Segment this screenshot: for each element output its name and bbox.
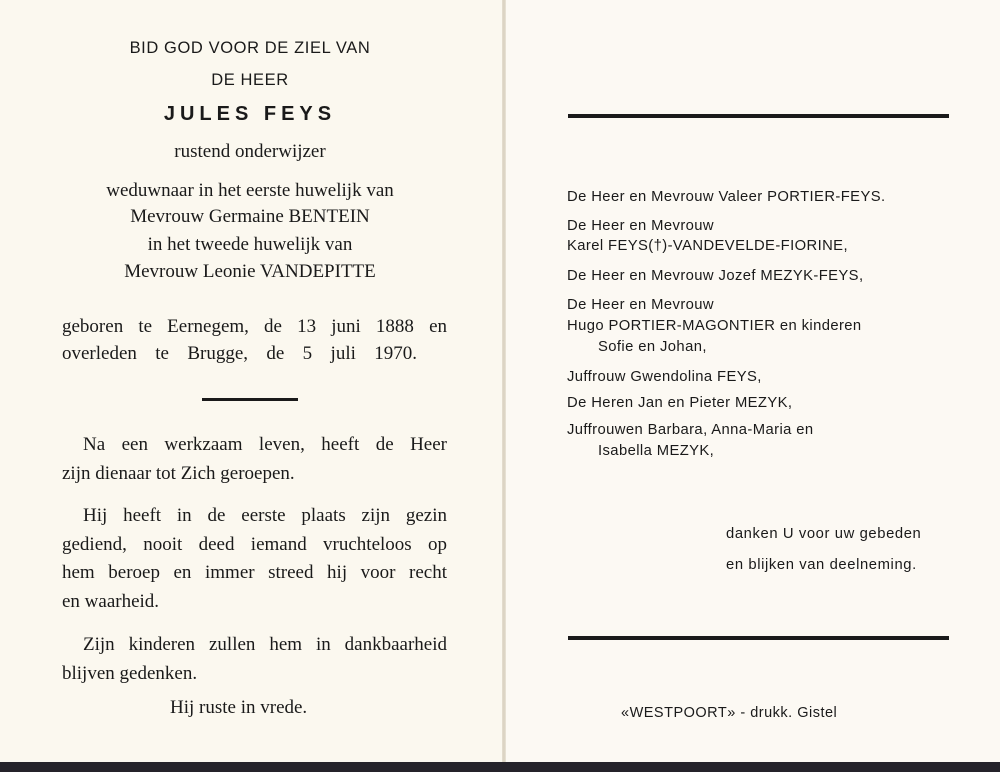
scan-edge [0,762,1000,772]
family-line: Hugo PORTIER-MAGONTIER en kinderen [567,318,862,334]
text-line: Zijn kinderen zullen hem in dankbaarheid [83,634,447,655]
printer-imprint: «WESTPOORT» - drukk. Gistel [621,705,838,721]
family-line: De Heer en Mevrouw [567,297,715,313]
family-line: De Heer en Mevrouw [567,218,715,234]
widower-line: weduwnaar in het eerste huwelijk van [106,180,394,201]
text-line: Hij heeft in de eerste plaats zijn gezin [83,505,447,526]
family-line: Isabella MEZYK, [598,443,715,459]
birth-line: geboren te Eernegem, de 13 juni 1888 en [62,316,447,337]
family-line: Sofie en Johan, [598,339,707,355]
family-line: De Heer en Mevrouw Valeer PORTIER-FEYS. [567,189,886,205]
text-line: Na een werkzaam leven, heeft de Heer [83,434,447,455]
family-line: Karel FEYS(†)-VANDEVELDE-FIORINE, [567,238,848,254]
first-spouse: Mevrouw Germaine BENTEIN [130,206,370,227]
left-page [0,0,502,762]
family-line: De Heer en Mevrouw Jozef MEZYK-FEYS, [567,268,864,284]
text-line: blijven gedenken. [62,662,198,684]
thanks-line: danken U voor uw gebeden [726,526,922,542]
thanks-line: en blijken van deelneming. [726,557,917,573]
top-rule [568,114,949,118]
text-line: hem beroep en immer streed hij voor recht [62,562,447,583]
paragraph-life [62,431,447,488]
text-line: en waarheid. [62,590,160,612]
occupation: rustend onderwijzer [174,141,326,162]
text-line: zijn dienaar tot Zich geroepen. [62,462,295,484]
bottom-rule [568,636,949,640]
text-line: gediend, nooit deed iemand vruchteloos op [62,533,447,555]
title-heading: DE HEER [211,71,289,89]
deceased-name: JULES FEYS [163,103,337,125]
paragraph-children [62,631,447,688]
family-line: Juffrouw Gwendolina FEYS, [567,369,762,385]
family-line: De Heren Jan en Pieter MEZYK, [567,395,793,411]
divider-rule [202,398,298,401]
widower-line: in het tweede huwelijk van [147,234,353,255]
prayer-heading: BID GOD VOOR DE ZIEL VAN [129,39,371,57]
death-line: overleden te Brugge, de 5 juli 1970. [62,343,417,364]
second-spouse: Mevrouw Leonie VANDEPITTE [124,261,376,282]
closing-line: Hij ruste in vrede. [170,697,308,718]
paragraph-family [62,502,447,616]
family-line: Juffrouwen Barbara, Anna-Maria en [567,422,814,438]
